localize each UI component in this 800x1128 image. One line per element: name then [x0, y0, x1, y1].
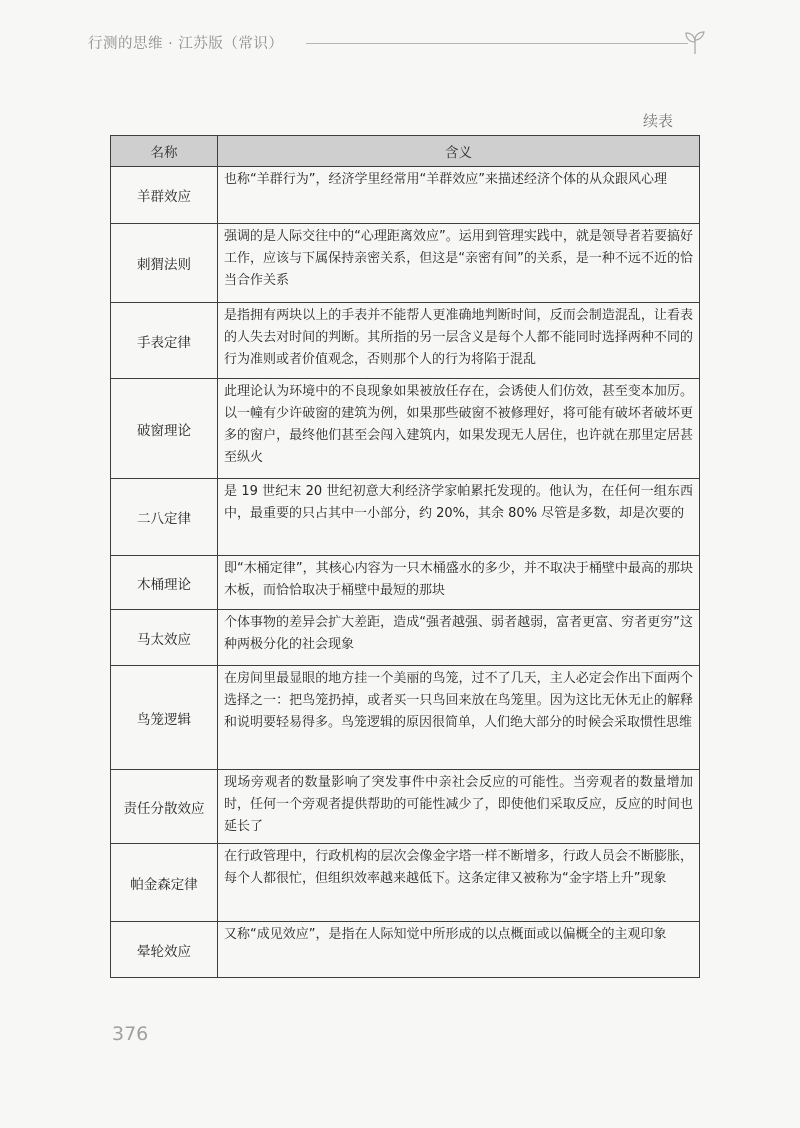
term-name: 木桶理论	[111, 556, 218, 610]
header-title: 行测的思维 · 江苏版（常识）	[88, 36, 284, 52]
term-name: 手表定律	[111, 303, 218, 379]
term-name: 责任分散效应	[111, 770, 218, 844]
term-name: 羊群效应	[111, 167, 218, 224]
table-row	[111, 666, 700, 770]
term-meaning: 又称“成见效应”，是指在人际知觉中所形成的以点概面或以偏概全的主观印象	[218, 922, 700, 978]
term-meaning: 是 19 世纪末 20 世纪初意大利经济学家帕累托发现的。他认为，在任何一组东西中，最重要的只占其中一小部分，约 20%，其余 80% 尽管是多数，却是次要的	[218, 479, 700, 556]
term-meaning: 此理论认为环境中的不良现象如果被放任存在，会诱使人们仿效，甚至变本加厉。以一幢有少许破窗的建筑为例，如果那些破窗不被修理好，将可能有破坏者破坏更多的窗户，最终他们甚至会闯入建筑内，如果发现无人居住，也许就在那里定居甚至纵火	[218, 379, 700, 479]
table-row	[111, 610, 700, 666]
term-name: 二八定律	[111, 479, 218, 556]
term-name: 破窗理论	[111, 379, 218, 479]
table-row	[111, 556, 700, 610]
table-row	[111, 167, 700, 224]
table-header-row	[111, 136, 700, 167]
table-row	[111, 303, 700, 379]
term-meaning: 在房间里最显眼的地方挂一个美丽的鸟笼，过不了几天，主人必定会作出下面两个选择之一：把鸟笼扔掉，或者买一只鸟回来放在鸟笼里。因为这比无休无止的解释和说明要轻易得多。鸟笼逻辑的原因很简单，人们绝大部分的时候会采取惯性思维	[218, 666, 700, 770]
term-meaning: 也称“羊群行为”，经济学里经常用“羊群效应”来描述经济个体的从众跟风心理	[218, 167, 700, 224]
table-row	[111, 770, 700, 844]
column-header-name: 名称	[111, 136, 218, 167]
term-name: 帕金森定律	[111, 844, 218, 922]
term-meaning: 现场旁观者的数量影响了突发事件中亲社会反应的可能性。当旁观者的数量增加时，任何一个旁观者提供帮助的可能性减少了，即使他们采取反应，反应的时间也延长了	[218, 770, 700, 844]
table-row	[111, 224, 700, 303]
table-row	[111, 922, 700, 978]
header-rule	[306, 43, 688, 44]
column-header-meaning: 含义	[218, 136, 700, 167]
table-row	[111, 844, 700, 922]
term-name: 刺猬法则	[111, 224, 218, 303]
leaf-icon	[682, 30, 708, 56]
term-meaning: 在行政管理中，行政机构的层次会像金字塔一样不断增多，行政人员会不断膨胀，每个人都很忙，但组织效率越来越低下。这条定律又被称为“金字塔上升”现象	[218, 844, 700, 922]
term-name: 鸟笼逻辑	[111, 666, 218, 770]
page-header	[88, 30, 708, 56]
page-number: 376	[112, 1023, 149, 1045]
term-meaning: 强调的是人际交往中的“心理距离效应”。运用到管理实践中，就是领导者若要搞好工作，应该与下属保持亲密关系，但这是“亲密有间”的关系，是一种不远不近的恰当合作关系	[218, 224, 700, 303]
term-meaning: 个体事物的差异会扩大差距，造成“强者越强、弱者越弱，富者更富、穷者更穷”这种两极分化的社会现象	[218, 610, 700, 666]
term-meaning: 即“木桶定律”，其核心内容为一只木桶盛水的多少，并不取决于桶壁中最高的那块木板，而恰恰取决于桶壁中最短的那块	[218, 556, 700, 610]
continued-label: 续表	[643, 112, 674, 130]
term-name: 马太效应	[111, 610, 218, 666]
table-row	[111, 479, 700, 556]
terms-table	[110, 135, 700, 978]
term-meaning: 是指拥有两块以上的手表并不能帮人更准确地判断时间，反而会制造混乱，让看表的人失去对时间的判断。其所指的另一层含义是每个人都不能同时选择两种不同的行为准则或者价值观念，否则那个人的行为将陷于混乱	[218, 303, 700, 379]
term-name: 晕轮效应	[111, 922, 218, 978]
table-row	[111, 379, 700, 479]
